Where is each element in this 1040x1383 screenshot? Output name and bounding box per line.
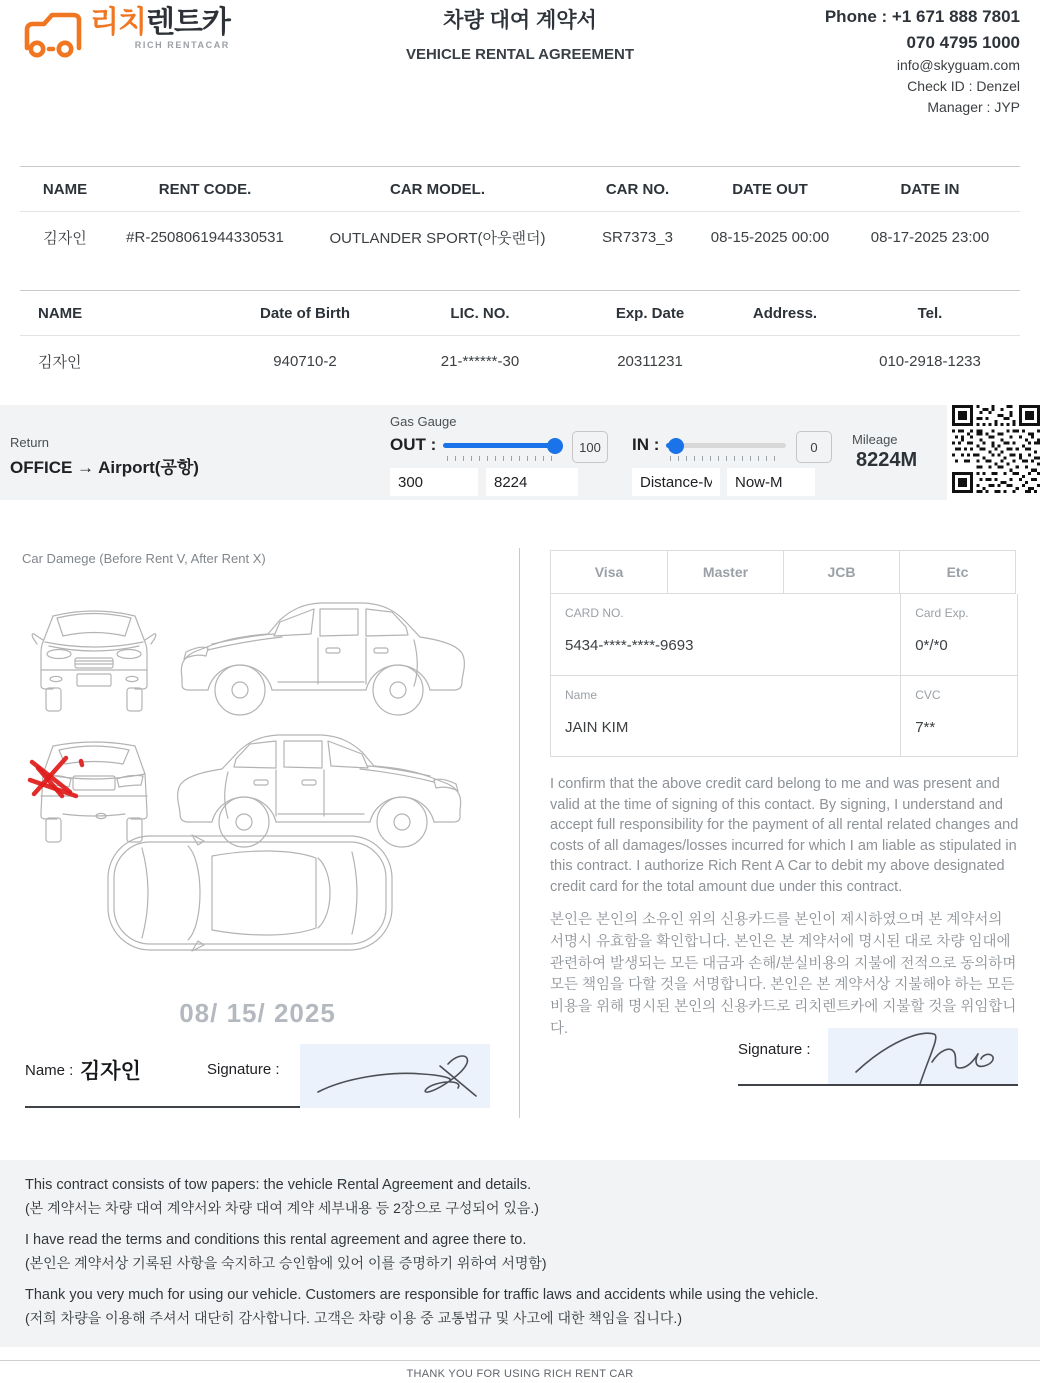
renter-name-value: 김자인 — [80, 1060, 141, 1083]
card-cvc-value: 7** — [915, 719, 936, 736]
rental-name: 김자인 — [43, 229, 87, 247]
gas-out-slider-ticks — [447, 456, 559, 461]
footer-divider — [0, 1360, 1040, 1361]
card-holder-row — [551, 675, 1017, 756]
card-number-cell — [551, 594, 901, 675]
gas-in-slider[interactable] — [666, 438, 786, 454]
driver-header-exp-date: Exp. Date — [615, 304, 685, 322]
card-exp-label: Card Exp. — [915, 606, 969, 620]
card-holder-cell — [551, 676, 901, 756]
mileage-label: Mileage — [852, 432, 898, 447]
rental-table-data-row — [20, 212, 1020, 262]
driver-header-name: NAME — [38, 304, 83, 322]
card-number-row — [551, 594, 1017, 675]
card-number-value: 5434-****-****-9693 — [565, 637, 694, 654]
logo-text-rentcar: 렌트카 — [145, 6, 230, 39]
car-diagram-top-view — [100, 828, 400, 958]
rental-header-date-in: DATE IN — [900, 180, 960, 198]
driver-info-table — [20, 290, 1020, 386]
card-confirmation-text-english: I confirm that the above credit card belong to me and was present and valid at the time of signing of this contact. By signing, I understand and accept full responsibility for the payment of all rental related changes and costs of all damages/losses incurred for which I am liable as stipulated in this contract. I authorize Rich Rent A Car to debit my above designated credit card for the total amount due under this contract. — [550, 776, 1019, 895]
note-2-english: I have read the terms and conditions this rental agreement and agree there to. — [25, 1232, 527, 1248]
driver-table-header-row — [20, 290, 1020, 336]
card-tab-etc[interactable]: Etc — [899, 550, 1016, 594]
card-cvc-label: CVC — [915, 688, 941, 702]
distance-in-input[interactable] — [632, 468, 720, 496]
driver-name: 김자인 — [38, 353, 82, 371]
card-number-label: CARD NO. — [565, 606, 624, 620]
card-tab-visa[interactable]: Visa — [550, 550, 668, 594]
rental-info-table — [20, 166, 1020, 262]
rental-date-out: 08-15-2025 00:00 — [710, 228, 830, 246]
damage-x-mark — [24, 752, 86, 802]
driver-table-data-row — [20, 336, 1020, 386]
qr-code — [952, 405, 1040, 493]
contract-date: 08/ 15/ 2025 — [179, 998, 336, 1028]
contact-phone-1: Phone : +1 671 888 7801 — [824, 7, 1020, 26]
renter-signature-label: Signature : — [207, 1061, 280, 1078]
renter-name-signature-row — [25, 1042, 490, 1108]
gas-gauge-label: Gas Gauge — [390, 414, 457, 429]
contract-note-1 — [25, 1177, 1015, 1218]
gas-in-label: IN : — [632, 435, 660, 454]
cardholder-signature-image — [828, 1028, 1018, 1084]
car-diagram-side-view-left — [168, 582, 474, 724]
credit-card-table — [550, 550, 1018, 757]
gas-out-slider[interactable] — [443, 438, 563, 454]
rental-car-model: OUTLANDER SPORT(아웃랜더) — [329, 229, 546, 247]
card-exp-cell — [901, 594, 1017, 675]
driver-dob: 940710-2 — [273, 352, 337, 370]
card-tab-jcb[interactable]: JCB — [783, 550, 900, 594]
now-mileage-in-input[interactable] — [727, 468, 815, 496]
gas-in-slider-thumb[interactable] — [668, 438, 684, 454]
return-label: Return — [10, 435, 50, 450]
page-title-english: VEHICLE RENTAL AGREEMENT — [405, 46, 635, 63]
page-title-korean: 차량 대여 계약서 — [443, 9, 597, 32]
return-gas-band — [0, 405, 947, 500]
driver-tel: 010-2918-1233 — [879, 352, 981, 370]
cardholder-signature-pad[interactable] — [828, 1028, 1018, 1084]
card-details-body — [550, 594, 1018, 757]
contact-phone-2: 070 4795 1000 — [906, 32, 1020, 52]
car-diagram-front-view — [28, 582, 160, 714]
rental-car-no: SR7373_3 — [602, 228, 673, 246]
car-damage-title: Car Damege (Before Rent V, After Rent X) — [22, 551, 266, 566]
mileage-out-input[interactable] — [486, 468, 578, 496]
card-brand-tabs — [550, 550, 1018, 594]
card-holder-label: Name — [565, 688, 598, 702]
gas-out-value: 100 — [572, 431, 608, 463]
contract-notes-section — [0, 1160, 1040, 1347]
cardholder-signature-row — [738, 1028, 1018, 1086]
contact-email: info@skyguam.com — [896, 57, 1020, 73]
vertical-divider — [519, 548, 520, 1118]
rental-table-header-row — [20, 166, 1020, 212]
gas-out-slider-fill — [443, 443, 561, 448]
driver-header-address: Address. — [752, 304, 818, 322]
gas-out-slider-thumb[interactable] — [547, 438, 563, 454]
gas-out-label: OUT : — [390, 435, 437, 454]
note-1-english: This contract consists of tow papers: the vehicle Rental Agreement and details. — [25, 1177, 532, 1193]
driver-header-tel: Tel. — [917, 304, 943, 322]
contract-note-3 — [25, 1287, 1015, 1328]
card-tab-master[interactable]: Master — [667, 550, 784, 594]
logo-subtitle: RICH RENTACAR — [134, 40, 230, 50]
card-holder-value: JAIN KIM — [565, 719, 629, 736]
note-3-korean: (저희 차량을 이용해 주셔서 대단히 감사합니다. 고객은 차량 이용 중 교통법규 및 사고에 대한 책임을 집니다.) — [25, 1310, 682, 1326]
note-3-english: Thank you very much for using our vehicle. Customers are responsible for traffic laws and accidents while using the vehicle. — [25, 1287, 819, 1303]
rental-header-car-no: CAR NO. — [605, 180, 670, 198]
contact-check-id: Check ID : Denzel — [907, 78, 1020, 94]
card-cvc-cell — [901, 676, 1017, 756]
contract-note-2 — [25, 1232, 1015, 1273]
mileage-value: 8224M — [856, 449, 918, 471]
logo-text-richi: 리치 — [90, 6, 146, 39]
logo-car-icon — [20, 8, 86, 60]
rental-rent-code: #R-2508061944330531 — [126, 228, 284, 246]
rental-header-rent-code: RENT CODE. — [158, 180, 252, 198]
rental-header-date-out: DATE OUT — [732, 180, 808, 198]
driver-header-lic-no: LIC. NO. — [450, 304, 510, 322]
card-confirmation-text-korean: 본인은 본인의 소유인 위의 신용카드를 본인이 제시하였으며 본 계약서의 서명시 유효함을 확인합니다. 본인은 본 계약서에 명시된 대로 차량 임대에 관련하여 발생되는 모든 대금과 손해/분실비용의 지불에 전적으로 동의하며 모든 책임을 다할 것을 서명합니다. 본인은 본 계약서상 지불해야 하는 모든 비용을 위해 명시된 본인의 신용카드로 리치렌트카에 지불할 것을 위임합니다. — [550, 912, 1017, 1037]
renter-signature-pad[interactable] — [300, 1044, 490, 1108]
rental-date-in: 08-17-2025 23:00 — [870, 228, 990, 246]
renter-signature-image — [300, 1044, 490, 1108]
note-1-korean: (본 계약서는 차량 대여 계약서와 차량 대여 계약 세부내용 등 2장으로 구성되어 있음.) — [25, 1200, 539, 1216]
driver-exp-date: 20311231 — [617, 352, 683, 370]
rental-header-name: NAME — [42, 180, 88, 198]
renter-name-label: Name : — [25, 1062, 74, 1079]
driver-lic-no: 21-******-30 — [440, 352, 520, 370]
rental-header-car-model: CAR MODEL. — [390, 180, 485, 198]
card-exp-value: 0*/*0 — [915, 637, 948, 654]
contact-manager: Manager : JYP — [927, 99, 1020, 115]
cardholder-signature-label: Signature : — [738, 1041, 811, 1058]
company-logo — [20, 8, 230, 60]
footer-thanks-text: THANK YOU FOR USING RICH RENT CAR — [406, 1368, 634, 1380]
note-2-korean: (본인은 계약서상 기록된 사항을 숙지하고 승인함에 있어 이를 증명하기 위하여 서명함) — [25, 1255, 547, 1271]
contact-info — [825, 4, 1020, 118]
return-route: OFFICE → Airport(공항) — [10, 458, 199, 477]
driver-header-dob: Date of Birth — [260, 304, 350, 322]
fuel-out-input[interactable] — [390, 468, 478, 496]
gas-in-slider-track — [666, 443, 786, 448]
gas-in-value: 0 — [796, 431, 832, 463]
gas-in-slider-ticks — [670, 456, 782, 461]
